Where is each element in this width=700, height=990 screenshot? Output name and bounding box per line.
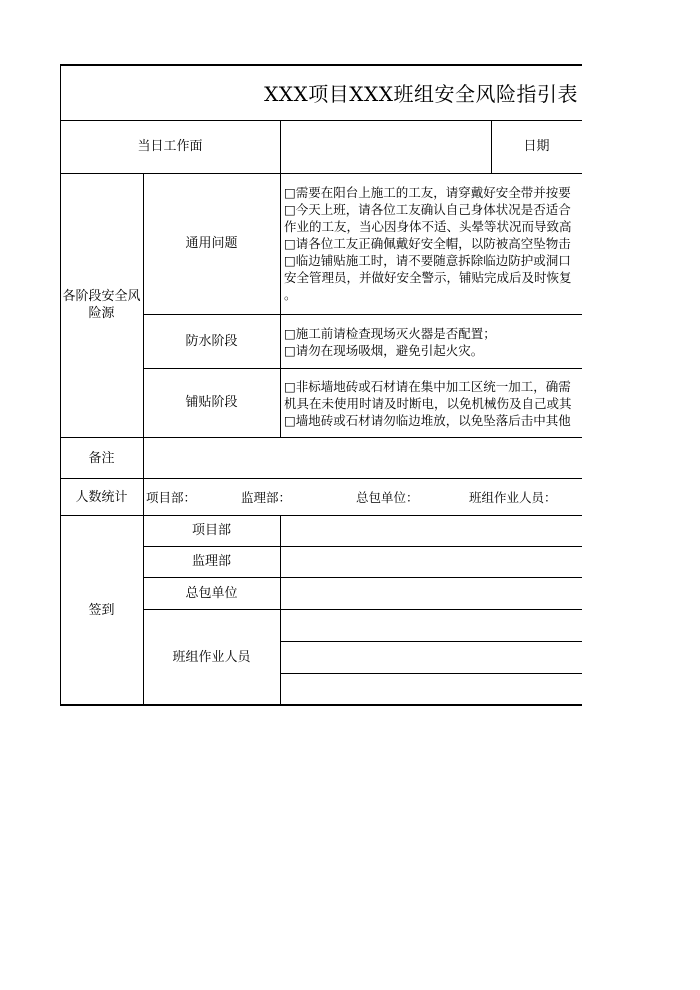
grid-line (143, 609, 582, 610)
headcount-supervision-dept: 监理部： (241, 490, 292, 505)
signature-field-general-contractor[interactable] (281, 578, 582, 609)
signin-general-contractor: 总包单位 (185, 585, 238, 601)
signature-field-team-workers-3[interactable] (281, 674, 582, 704)
risk-line: □临边铺贴施工时，请不要随意拆除临边防护或洞口 (284, 253, 571, 268)
risk-line: □墙地砖或石材请勿临边堆放，以免坠落后击中其他 (284, 413, 571, 428)
stage-content-general (284, 184, 582, 310)
grid-line (60, 437, 582, 438)
stage-name-tiling: 铺贴阶段 (185, 395, 238, 410)
form-title: XXX项目XXX班组安全风险指引表 (264, 81, 578, 106)
grid-line (280, 120, 281, 173)
signin-label: 签到 (88, 602, 115, 618)
headcount-label: 人数统计 (75, 489, 128, 505)
grid-line (60, 64, 62, 705)
grid-line (60, 120, 582, 121)
signin-supervision-dept: 监理部 (191, 554, 231, 569)
risk-line: □非标墙地砖或石材请在集中加工区统一加工，确需 (284, 379, 571, 394)
risk-line: □请勿在现场吸烟，避免引起火灾。 (284, 343, 484, 358)
risk-line: 安全管理员，并做好安全警示，铺贴完成后及时恢复 (284, 270, 572, 285)
signin-team-workers: 班组作业人员 (172, 649, 251, 665)
grid-line (143, 368, 582, 369)
stage-content-tiling (284, 378, 582, 434)
workface-value[interactable] (281, 120, 491, 173)
remarks-value[interactable] (144, 438, 582, 478)
workface-label: 当日工作面 (137, 139, 203, 154)
headcount-team-workers: 班组作业人员： (469, 490, 557, 505)
grid-line (60, 515, 582, 516)
signature-field-project-dept[interactable] (281, 516, 582, 546)
signature-field-team-workers-1[interactable] (281, 610, 582, 641)
stage-name-waterproofing: 防水阶段 (185, 333, 238, 349)
grid-line (60, 64, 582, 66)
grid-line (143, 173, 144, 437)
risk-line: □需要在阳台上施工的工友，请穿戴好安全带并按要 (284, 185, 571, 200)
grid-line (143, 314, 582, 315)
signature-field-team-workers-2[interactable] (281, 642, 582, 673)
stage-name-general: 通用问题 (185, 236, 238, 251)
grid-line (143, 437, 144, 478)
grid-line (491, 120, 492, 173)
risk-line: □施工前请检查现场灭火器是否配置； (284, 326, 496, 341)
risk-section-label: 各阶段安全风险源 (62, 289, 141, 321)
headcount-general-contractor: 总包单位： (356, 490, 419, 505)
grid-line (60, 173, 582, 174)
grid-line (143, 577, 582, 578)
risk-line: 。 (284, 287, 297, 302)
grid-line (280, 515, 281, 705)
date-label: 日期 (523, 139, 550, 154)
grid-line (280, 173, 281, 437)
headcount-project-dept: 项目部： (146, 490, 197, 505)
signin-project-dept: 项目部 (191, 523, 231, 538)
risk-line: □请各位工友正确佩戴好安全帽，以防被高空坠物击 (284, 236, 571, 251)
risk-line: 作业的工友，当心因身体不适、头晕等状况而导致高 (284, 219, 572, 234)
remarks-label: 备注 (88, 450, 115, 466)
risk-line: 机具在未使用时请及时断电，以免机械伤及自己或其 (284, 396, 572, 411)
grid-line (143, 515, 144, 705)
signature-field-supervision-dept[interactable] (281, 547, 582, 577)
grid-line (143, 478, 144, 515)
grid-line (60, 704, 582, 706)
grid-line (281, 673, 582, 674)
grid-line (60, 478, 582, 479)
stage-content-waterproofing (284, 325, 582, 365)
risk-line: □今天上班，请各位工友确认自己身体状况是否适合 (284, 202, 571, 217)
grid-line (281, 641, 582, 642)
grid-line (143, 546, 582, 547)
